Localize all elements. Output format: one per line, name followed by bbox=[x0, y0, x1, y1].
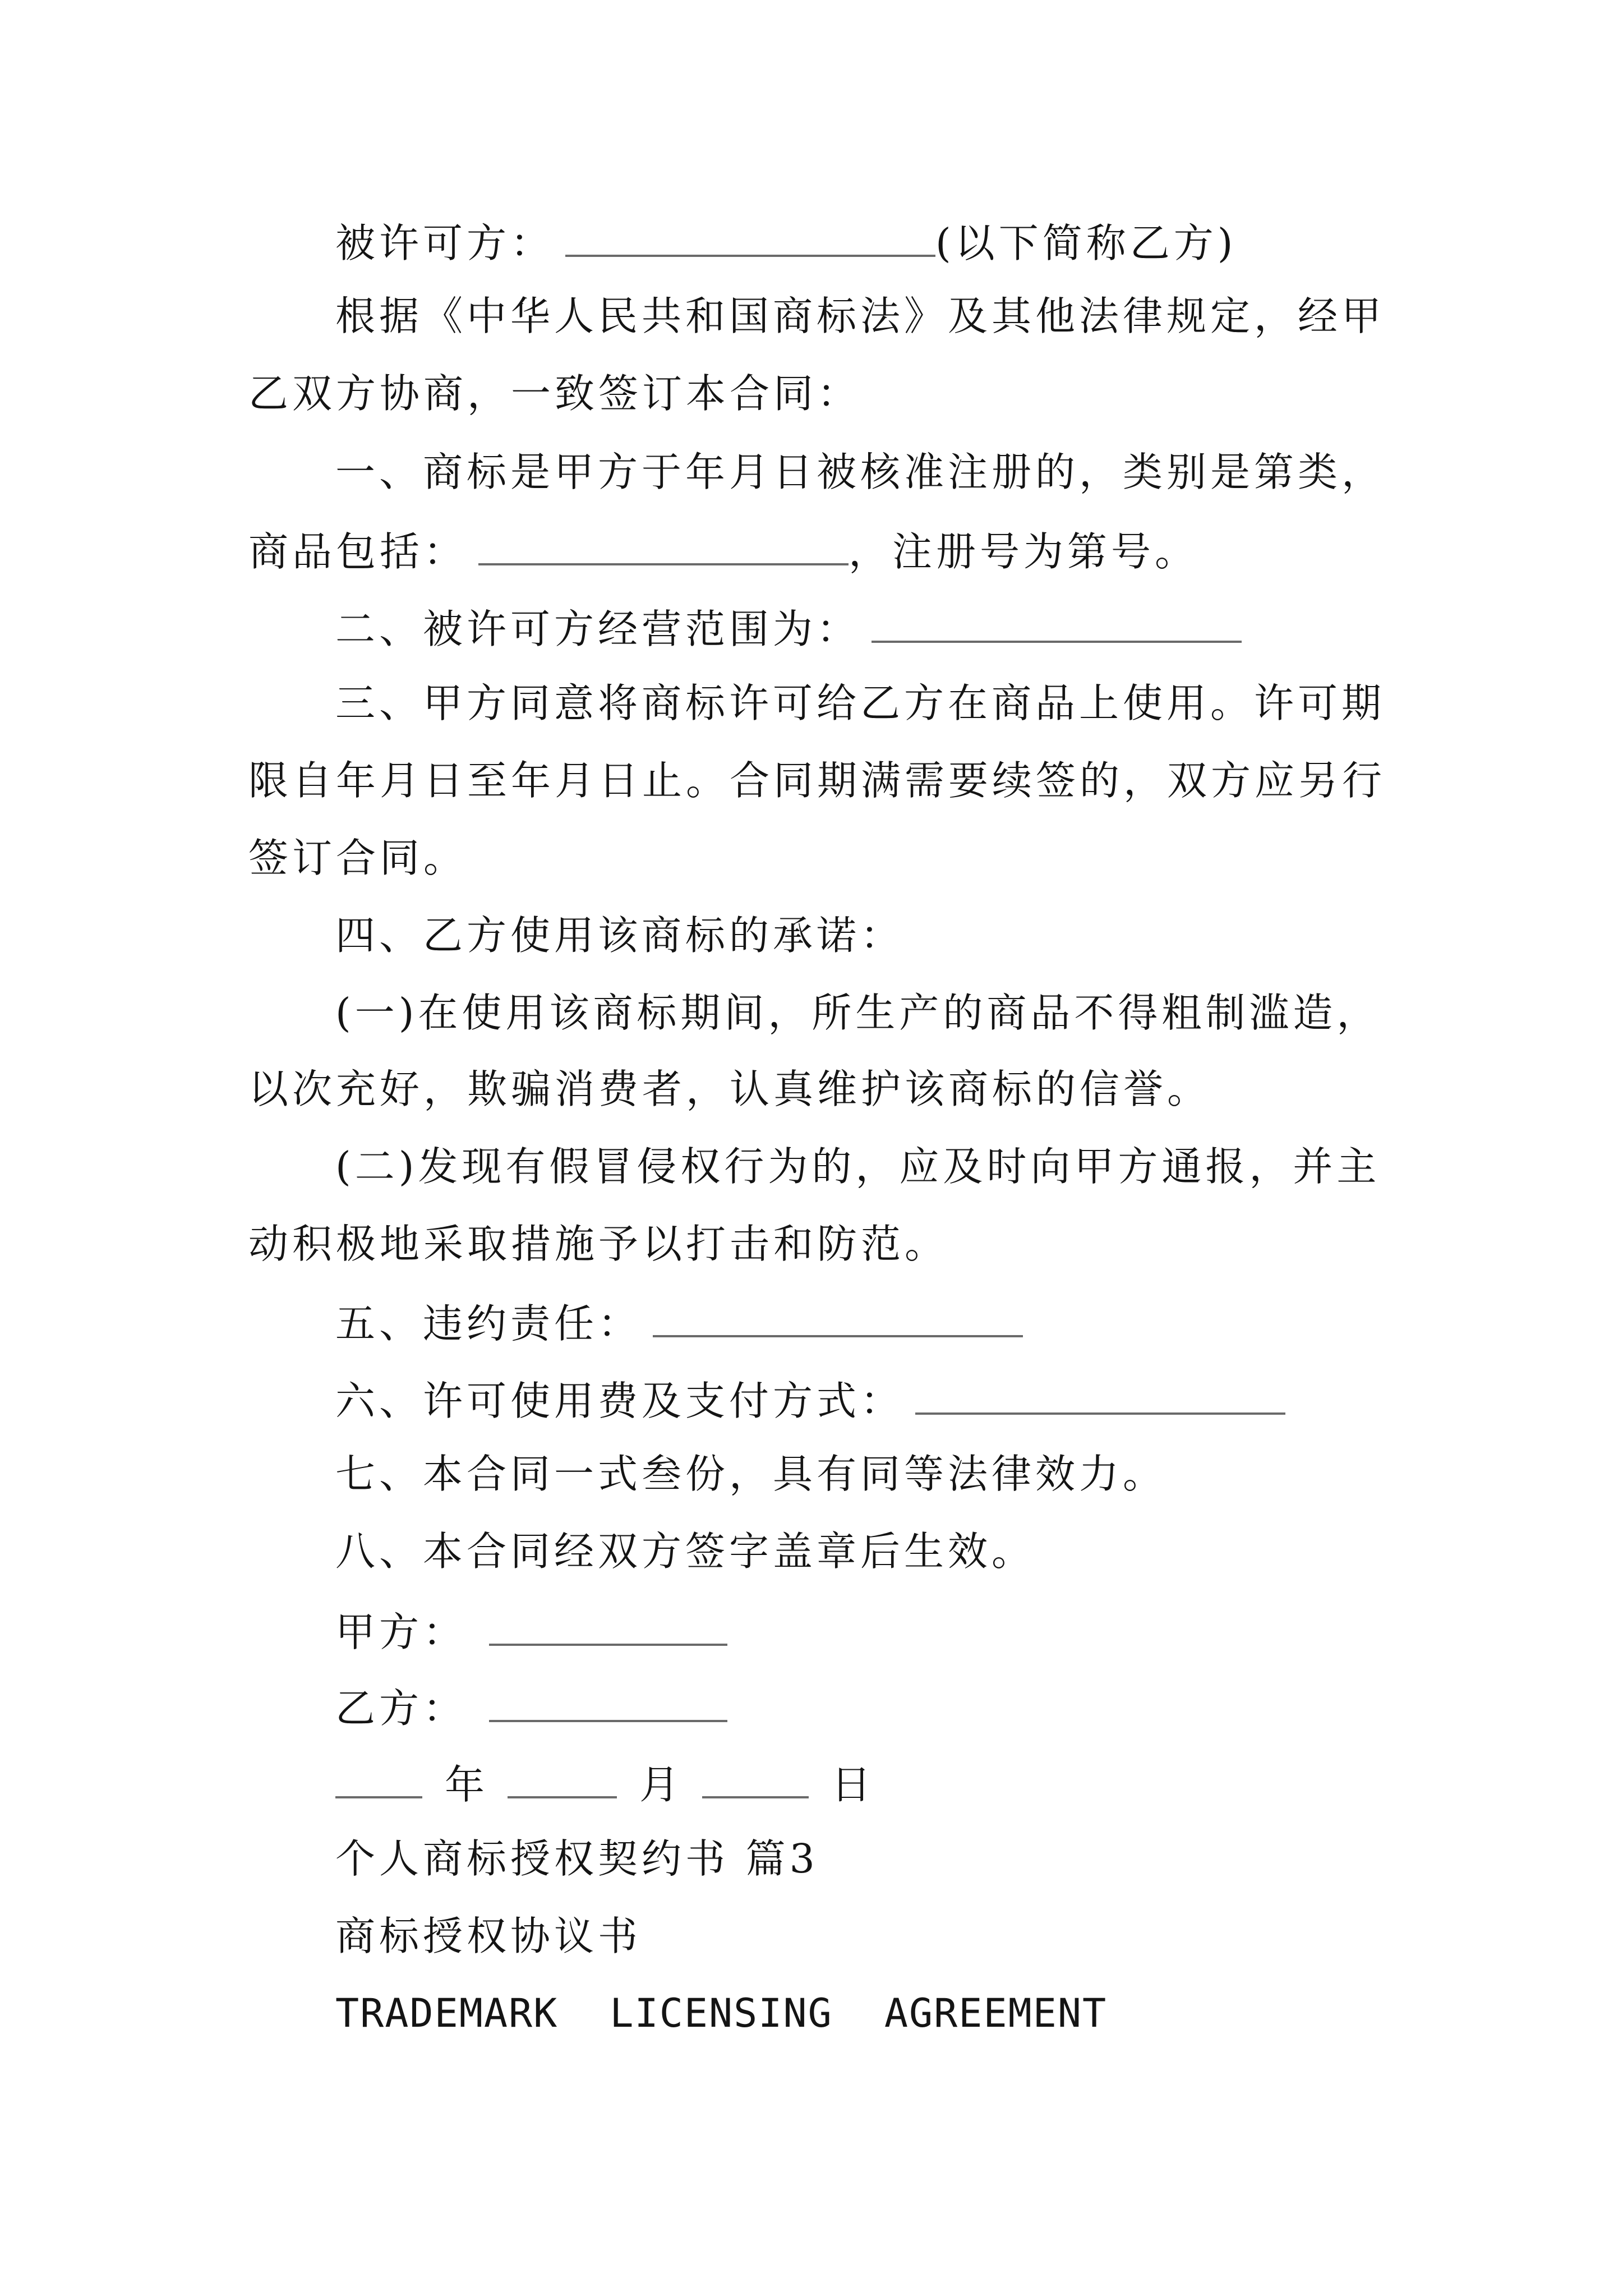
licensee-note: (以下简称乙方) bbox=[935, 220, 1237, 266]
liability-blank bbox=[653, 1300, 1023, 1337]
date-line bbox=[335, 1761, 875, 1808]
goods-blank bbox=[478, 528, 849, 565]
fee-blank bbox=[915, 1378, 1285, 1415]
clause-4-2-line-1: (二)发现有假冒侵权行为的，应及时向甲方通报，并主 bbox=[335, 1143, 1381, 1190]
basis-line-2: 乙双方协商，一致签订本合同： bbox=[248, 370, 861, 417]
year-blank bbox=[335, 1761, 422, 1798]
party-a-label: 甲方： bbox=[335, 1609, 467, 1655]
day-label: 日 bbox=[831, 1761, 875, 1808]
fee-label: 六、许可使用费及支付方式： bbox=[335, 1378, 905, 1424]
party-b-signature-blank bbox=[489, 1685, 727, 1722]
clause-5-line bbox=[335, 1300, 1023, 1347]
year-label: 年 bbox=[445, 1761, 489, 1808]
clause-4-2-line-2: 动积极地采取措施予以打击和防范。 bbox=[248, 1221, 949, 1267]
party-a-signature-blank bbox=[489, 1609, 727, 1646]
licensee-label: 被许可方： bbox=[335, 220, 555, 266]
month-blank bbox=[508, 1761, 617, 1798]
party-b-line bbox=[335, 1685, 727, 1732]
licensee-line bbox=[335, 220, 1237, 266]
business-scope-blank bbox=[872, 606, 1242, 643]
licensee-blank bbox=[565, 220, 935, 257]
agreement-title-cn: 商标授权协议书 bbox=[335, 1913, 642, 1959]
party-b-label: 乙方： bbox=[335, 1685, 467, 1732]
business-scope-label: 二、被许可方经营范围为： bbox=[335, 606, 861, 652]
section-heading: 个人商标授权契约书 篇3 bbox=[335, 1835, 819, 1882]
month-label: 月 bbox=[639, 1761, 684, 1808]
clause-4-1-line-2: 以次充好，欺骗消费者，认真维护该商标的信誉。 bbox=[248, 1066, 1211, 1112]
clause-6-line bbox=[335, 1378, 1285, 1424]
clause-8-line: 八、本合同经双方签字盖章后生效。 bbox=[335, 1528, 1036, 1575]
clause-1-line-2 bbox=[248, 528, 1199, 575]
clause-3-line-3: 签订合同。 bbox=[248, 835, 468, 881]
clause-1-line-1: 一、商标是甲方于年月日被核准注册的，类别是第类， bbox=[335, 449, 1386, 495]
party-a-line bbox=[335, 1609, 727, 1655]
basis-line-1: 根据《中华人民共和国商标法》及其他法律规定，经甲 bbox=[335, 293, 1386, 339]
agreement-title-en: TRADEMARK LICENSING AGREEMENT bbox=[335, 1990, 1108, 2036]
clause-3-line-2: 限自年月日至年月日止。合同期满需要续签的，双方应另行 bbox=[248, 757, 1386, 804]
registration-text: ，注册号为第号。 bbox=[849, 528, 1199, 575]
clause-7-line: 七、本合同一式叁份，具有同等法律效力。 bbox=[335, 1451, 1167, 1497]
clause-2-line bbox=[335, 606, 1242, 652]
clause-4-heading: 四、乙方使用该商标的承诺： bbox=[335, 912, 905, 959]
liability-label: 五、违约责任： bbox=[335, 1300, 642, 1347]
clause-3-line-1: 三、甲方同意将商标许可给乙方在商品上使用。许可期 bbox=[335, 680, 1386, 726]
clause-4-1-line-1: (一)在使用该商标期间，所生产的商品不得粗制滥造， bbox=[335, 990, 1381, 1036]
goods-label: 商品包括： bbox=[248, 528, 468, 575]
day-blank bbox=[702, 1761, 809, 1798]
